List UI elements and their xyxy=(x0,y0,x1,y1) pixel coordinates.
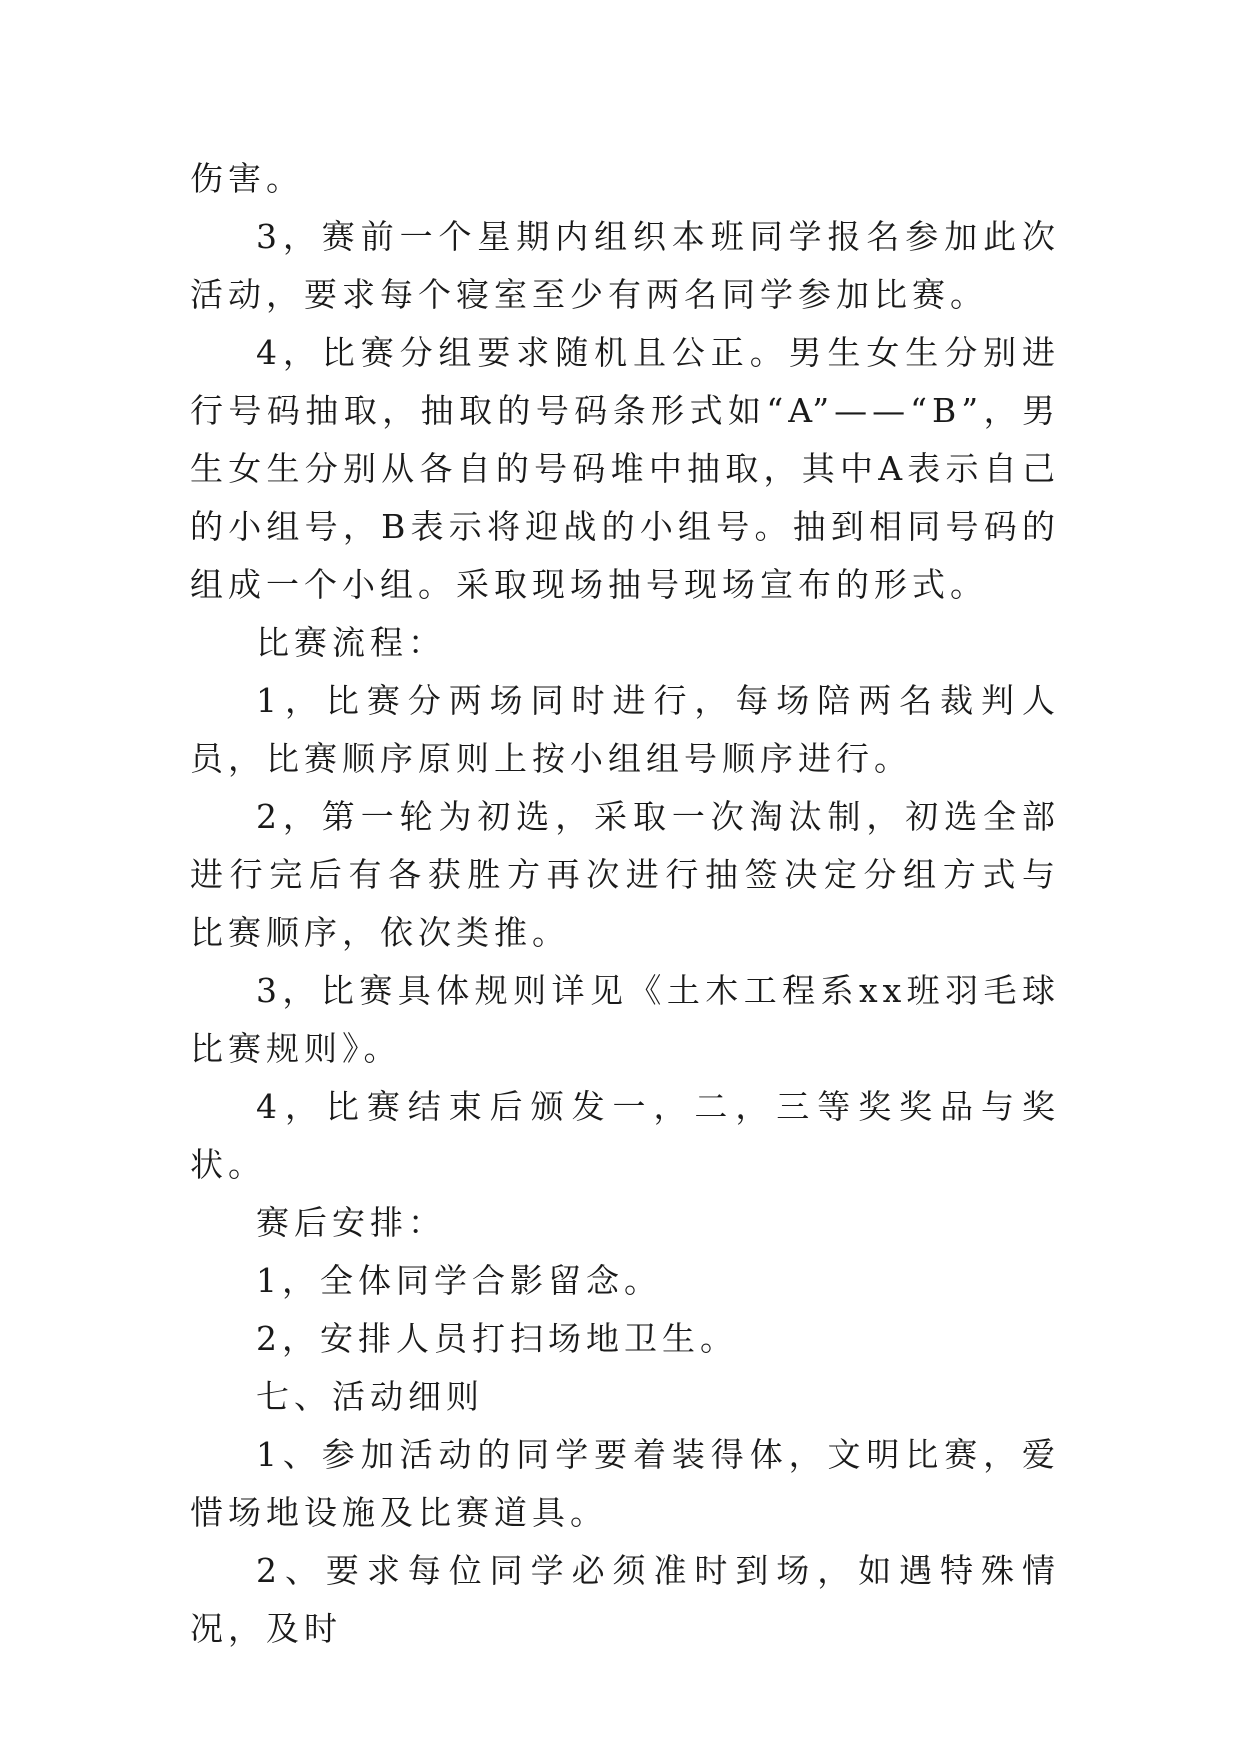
heading-match-process: 比赛流程： xyxy=(256,623,446,662)
paragraph-injury-end: 伤害。 xyxy=(190,159,304,198)
paragraph-grouping: 4，比赛分组要求随机且公正。男生女生分别进行号码抽取，抽取的号码条形式如“A”——“B”，男生女生分别从各自的号码堆中抽取，其中A表示自己的小组号，B表示将迎战的小组号。抽到相同号码的组成一个小组。采取现场抽号现场宣布的形式。 xyxy=(190,333,1060,604)
document-body xyxy=(190,150,1060,1658)
paragraph-post-2: 2，安排人员打扫场地卫生。 xyxy=(256,1319,738,1358)
paragraph-registration: 3，赛前一个星期内组织本班同学报名参加此次活动，要求每个寝室至少有两名同学参加比赛。 xyxy=(190,217,1060,314)
paragraph-post-1: 1，全体同学合影留念。 xyxy=(256,1261,662,1300)
paragraph-process-4: 4，比赛结束后颁发一，二，三等奖奖品与奖状。 xyxy=(190,1087,1060,1184)
paragraph-process-1: 1，比赛分两场同时进行，每场陪两名裁判人员，比赛顺序原则上按小组组号顺序进行。 xyxy=(190,681,1060,778)
paragraph-process-3: 3，比赛具体规则详见《土木工程系xx班羽毛球比赛规则》。 xyxy=(190,971,1060,1068)
heading-post-match: 赛后安排： xyxy=(256,1203,446,1242)
paragraph-rule-2: 2、要求每位同学必须准时到场，如遇特殊情况，及时 xyxy=(190,1551,1060,1648)
paragraph-process-2: 2，第一轮为初选，采取一次淘汰制，初选全部进行完后有各获胜方再次进行抽签决定分组方式与比赛顺序，依次类推。 xyxy=(190,797,1060,952)
heading-activity-rules: 七、活动细则 xyxy=(256,1377,484,1416)
paragraph-rule-1: 1、参加活动的同学要着装得体，文明比赛，爱惜场地设施及比赛道具。 xyxy=(190,1435,1060,1532)
